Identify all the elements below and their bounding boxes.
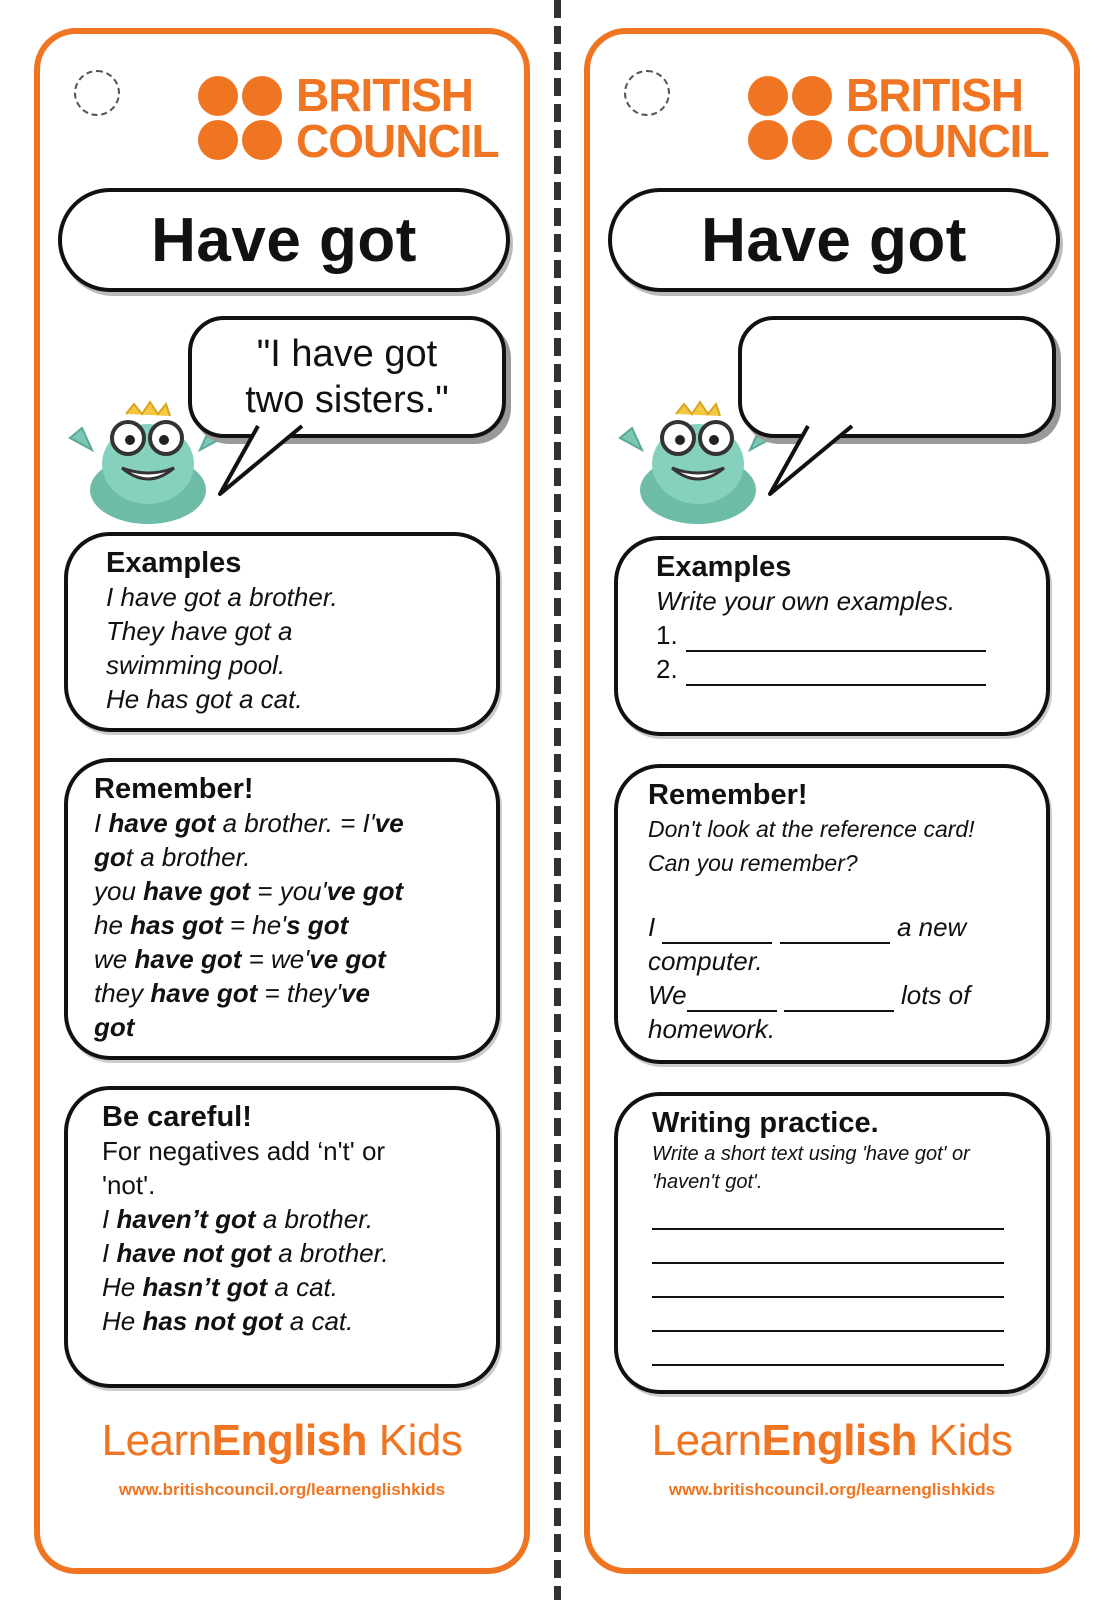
- footer-url: www.britishcouncil.org/learnenglishkids: [118, 1480, 446, 1499]
- title-box: [58, 188, 510, 292]
- remember-row: I have got a brother. = I've: [94, 808, 404, 838]
- gap-fill-row[interactable]: We lots of: [648, 980, 971, 1010]
- page-title: Have got: [701, 205, 967, 275]
- speech-line2: two sisters.": [245, 379, 449, 421]
- careful-row: I have not got a brother.: [102, 1238, 389, 1268]
- example-answer-line[interactable]: 2.: [656, 652, 1022, 686]
- practice-bookmark: [584, 28, 1080, 1574]
- gap-fill-cont: computer.: [648, 946, 763, 976]
- page-title: Have got: [151, 205, 417, 275]
- cut-line: [554, 0, 561, 1600]
- remember-row: he has got = he's got: [94, 910, 349, 940]
- writing-line[interactable]: [652, 1332, 1004, 1366]
- remember-card: [64, 758, 500, 1060]
- british-council-logo: [198, 69, 499, 167]
- examples-instruction: Write your own examples.: [656, 586, 956, 616]
- logo-line2: COUNCIL: [846, 115, 1049, 167]
- learnenglish-kids-logo: LearnEnglish Kids www.britishcouncil.org/learnenglishkids: [590, 1416, 1074, 1500]
- writing-line[interactable]: [652, 1196, 1004, 1230]
- logo-line1: BRITISH: [296, 69, 473, 121]
- writing-line[interactable]: [652, 1298, 1004, 1332]
- remember-row: got: [94, 1012, 135, 1042]
- remember-row: they have got = they've: [94, 978, 370, 1008]
- british-council-logo: [748, 69, 1049, 167]
- be-careful-card: [64, 1086, 500, 1388]
- example-line: They have got a: [106, 616, 293, 646]
- examples-card: [614, 536, 1050, 736]
- logo-dots-icon: [748, 76, 836, 164]
- writing-practice-card: [614, 1092, 1050, 1394]
- empty-speech-bubble[interactable]: [738, 316, 1056, 438]
- remember-card: [614, 764, 1050, 1064]
- writing-line[interactable]: [652, 1264, 1004, 1298]
- writing-heading: Writing practice.: [652, 1107, 879, 1139]
- remember-heading: Remember!: [94, 773, 254, 805]
- punch-hole: [74, 70, 120, 116]
- gap-fill-cont: homework.: [648, 1014, 776, 1044]
- writing-instruction: 'haven't got'.: [652, 1171, 763, 1193]
- careful-row: I haven’t got a brother.: [102, 1204, 374, 1234]
- example-line: He has got a cat.: [106, 684, 303, 714]
- careful-intro: 'not'.: [102, 1170, 156, 1200]
- examples-heading: Examples: [656, 551, 792, 583]
- learnenglish-kids-logo: LearnEnglish Kids www.britishcouncil.org/learnenglishkids: [40, 1416, 524, 1500]
- remember-row: got a brother.: [94, 842, 251, 872]
- logo-line2: COUNCIL: [296, 115, 499, 167]
- footer-url: www.britishcouncil.org/learnenglishkids: [668, 1480, 996, 1499]
- careful-intro: For negatives add ‘n't' or: [102, 1136, 386, 1166]
- careful-row: He has not got a cat.: [102, 1306, 354, 1336]
- writing-line[interactable]: [652, 1230, 1004, 1264]
- punch-hole: [624, 70, 670, 116]
- gap-fill-row[interactable]: I a new: [648, 912, 967, 942]
- logo-line1: BRITISH: [846, 69, 1023, 121]
- remember-instruction: Can you remember?: [648, 850, 858, 876]
- examples-heading: Examples: [106, 547, 242, 579]
- remember-row: we have got = we've got: [94, 944, 386, 974]
- careful-row: He hasn’t got a cat.: [102, 1272, 338, 1302]
- remember-heading: Remember!: [648, 779, 808, 811]
- writing-instruction: Write a short text using 'have got' or: [652, 1143, 970, 1165]
- be-careful-heading: Be careful!: [102, 1101, 252, 1133]
- example-line: I have got a brother.: [106, 582, 338, 612]
- example-answer-line[interactable]: 1.: [656, 618, 1022, 652]
- logo-dots-icon: [198, 76, 286, 164]
- remember-row: you have got = you've got: [94, 876, 404, 906]
- speech-bubble: [188, 316, 506, 438]
- speech-line1: "I have got: [256, 333, 438, 375]
- example-line: swimming pool.: [106, 650, 286, 680]
- title-box: [608, 188, 1060, 292]
- speech-tail-icon: [760, 424, 860, 504]
- remember-instruction: Don't look at the reference card!: [648, 816, 975, 842]
- reference-bookmark: [34, 28, 530, 1574]
- speech-tail-icon: [210, 424, 310, 504]
- examples-card: [64, 532, 500, 732]
